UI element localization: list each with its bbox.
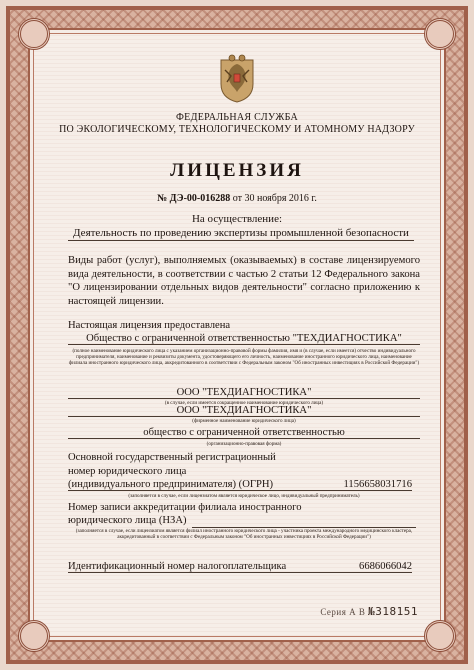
- ogrn-label-line2: номер юридического лица: [68, 466, 187, 477]
- series-number: №318151: [368, 605, 418, 618]
- form-series: [300, 605, 418, 618]
- ogrn-value: 1156658031716: [343, 479, 412, 490]
- legal-form-note: (организационно-правовая форма): [206, 441, 282, 447]
- legal-form: общество с ограниченной ответственностью: [68, 427, 420, 439]
- firm-name: ООО "ТЕХДИАГНОСТИКА": [68, 405, 420, 417]
- owner-label: Настоящая лицензия предоставлена: [68, 320, 231, 331]
- inn-row: [68, 561, 412, 573]
- agency-name-line2: ПО ЭКОЛОГИЧЕСКОМУ, ТЕХНОЛОГИЧЕСКОМУ И АТОМНОМУ НАДЗОРУ: [59, 124, 415, 135]
- license-date: от 30 ноября 2016 г.: [232, 193, 317, 204]
- corner-ornament-icon: [18, 620, 50, 652]
- agency-name-line1: ФЕДЕРАЛЬНАЯ СЛУЖБА: [175, 112, 299, 123]
- purpose-text: Деятельность по проведению экспертизы промышленной безопасности: [68, 227, 414, 241]
- ogrn-note: (заполняется в случае, если лицензиатом является юридическое лицо, индивидуальный предприниматель): [128, 493, 360, 499]
- short-name-note: (в случае, если имеется сокращенное наименование юридического лица): [164, 400, 324, 406]
- document-title: ЛИЦЕНЗИЯ: [170, 160, 304, 181]
- owner-full-name: Общество с ограниченной ответственностью "ТЕХДИАГНОСТИКА": [68, 333, 420, 345]
- ogrn-label-line1: Основной государственный регистрационный: [68, 452, 276, 463]
- series-label: Серия А В: [320, 607, 366, 617]
- coat-of-arms-icon: [217, 52, 257, 104]
- short-name: ООО "ТЕХДИАГНОСТИКА": [68, 387, 420, 399]
- ogrn-label-line3: (индивидуального предпринимателя) (ОГРН): [68, 479, 274, 490]
- owner-note: (полное наименование юридического лица с указанием организационно-правовой формы фамилия, имя и (в случае, если имеется) отчество индивидуального предпринимателя, наименование и реквизиты документа, удостоверяющего его личность, наименование иностранного юридического лица, наименование филиала иностранного юридического лица, аккредитованного в соответствии с Федеральным законом "Об иностранных инвестициях в Российской Федерации"): [68, 348, 420, 367]
- corner-ornament-icon: [424, 18, 456, 50]
- corner-ornament-icon: [424, 620, 456, 652]
- inn-value: 6686066042: [359, 561, 412, 572]
- license-number-line: [60, 193, 414, 204]
- nza-note: (заполняется в случае, если лицензиатом является филиал иностранного юридического лица - участника проекта международного медицинского кластера, аккредитованный в соответствии с Федеральным законом "Об иностранных инвестициях в Российской Федерации"): [75, 528, 413, 541]
- corner-ornament-icon: [18, 18, 50, 50]
- firm-name-note: (фирменное наименование юридического лица): [192, 418, 296, 424]
- license-number: ДЭ-00-016288: [169, 193, 231, 204]
- nza-label-text: юридического лица (НЗА): [68, 515, 187, 526]
- inn-label: Идентификационный номер налогоплательщика: [68, 561, 287, 572]
- works-paragraph: Виды работ (услуг), выполняемых (оказываемых) в составе лицензируемого вида деятельности, в соответствии с частью 2 статьи 12 Федерального закона "О лицензировании отдельных видов деятельности" согласно приложению к настоящей лицензии.: [68, 255, 420, 307]
- nza-label-line1: Номер записи аккредитации филиала иностранного: [68, 502, 302, 513]
- ogrn-row: [68, 479, 412, 491]
- nza-label-line2: [68, 515, 420, 526]
- purpose-label: На осуществление:: [191, 213, 283, 225]
- number-sign: №: [157, 193, 168, 204]
